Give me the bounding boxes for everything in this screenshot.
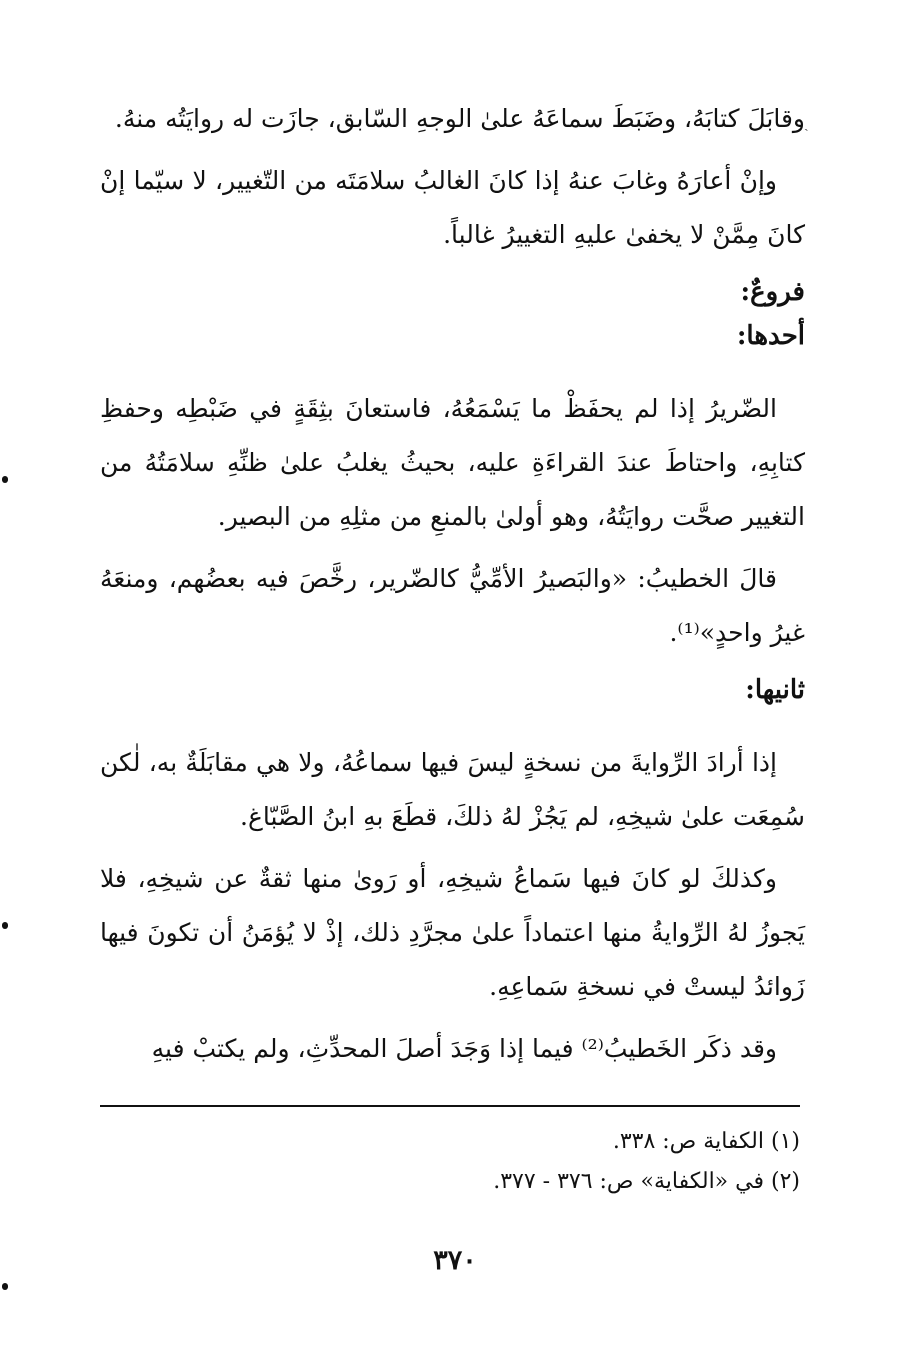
paragraph-khatib-mention: وقد ذكَر الخَطيبُ⁽²⁾ فيما إذا وَجَدَ أصلَ المحدِّثِ، ولم يكتبْ فيهِ: [151, 1034, 777, 1063]
heading-second: ثانيها:: [745, 675, 805, 705]
paragraph-blind-narrator: الضّريرُ إذا لم يحفَظْ ما يَسْمَعُهُ، فاستعانَ بثِقَةٍ في ضَبْطِه وحفظِ كتابِهِ، واحتاطَ عندَ القراءَةِ عليه، بحيثُ يغلبُ علىٰ ظنِّهِ سلامَتُهُ من التغيير صحَّت روايَتُهُ، وهو أولىٰ بالمنعِ من مثلِهِ من البصير.: [100, 394, 805, 531]
scan-dot: [2, 476, 8, 483]
scan-corner-mark: ˎ: [804, 116, 809, 132]
scan-dot: [2, 1283, 8, 1290]
paragraph-sheikh-audition: وكذلكَ لو كانَ فيها سَماعُ شيخِهِ، أو رَوىٰ منها ثقةٌ عن شيخِهِ، فلا يَجوزُ لهُ الرِّوايةُ منها اعتماداً علىٰ مجرَّدِ ذلك، إذْ لا يُؤمَنُ أن تكونَ فيها زَوائدُ ليستْ في نسخةِ سَماعِهِ.: [100, 864, 805, 1001]
page-number: ٣٧٠: [433, 1245, 477, 1276]
heading-gap: [100, 358, 805, 382]
scan-dot: [2, 922, 8, 929]
footnote-1: (١) الكفاية ص: ٣٣٨.: [612, 1129, 800, 1154]
footnotes: [100, 1122, 800, 1202]
paragraph-unheard-copy: إذا أرادَ الرِّوايةَ من نسخةٍ ليسَ فيها سماعُهُ، ولا هي مقابَلَةٌ به، لٰكن سُمِعَت علىٰ شيخِهِ، لم يَجُزْ لهُ ذلكَ، قطَعَ بهِ ابنُ الصَّبّاغ.: [100, 748, 805, 831]
paragraph-lending: وإنْ أعارَهُ وغابَ عنهُ إذا كانَ الغالبُ سلامَتَه من التّغيير، لا سيّما إنْ كانَ مِمَّنْ لا يخفىٰ عليهِ التغييرُ غالباً.: [100, 166, 805, 249]
paragraph-collation: وقابَلَ كتابَهُ، وضَبَطَ سماعَهُ علىٰ الوجهِ السّابق، جازَت له روايَتُه منهُ.: [114, 104, 805, 133]
heading-first: أحدها:: [736, 321, 805, 351]
heading-gap: [100, 712, 805, 736]
paragraph-khatib-quote: قالَ الخطيبُ: «والبَصيرُ الأمِّيُّ كالضّرير، رخَّصَ فيه بعضُهم، ومنعَهُ غيرُ واحدٍ»⁽¹⁾.: [100, 564, 805, 647]
page-body: [100, 92, 805, 1084]
footnote-divider: [100, 1105, 800, 1107]
heading-branches: فروعٌ:: [740, 277, 805, 307]
footnote-2: (٢) في «الكفاية» ص: ٣٧٦ - ٣٧٧.: [493, 1169, 800, 1194]
